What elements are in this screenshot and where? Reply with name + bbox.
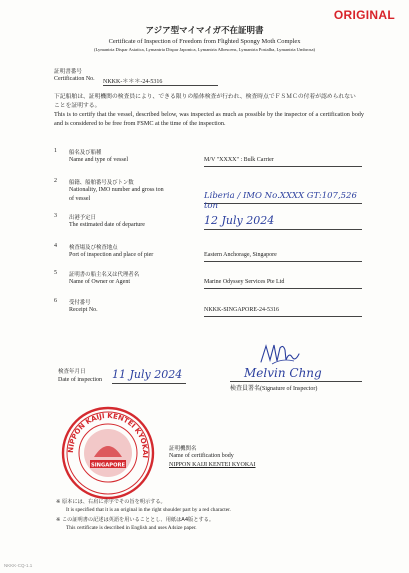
item-number: 2 — [54, 178, 57, 184]
cert-number-label: Certification No. — [54, 76, 95, 82]
note-2-jp: ※ この証明書の記述は英語を用いることとし、用紙はA4版とする。 — [56, 517, 215, 523]
item-label-en: Name and type of vessel — [69, 157, 128, 163]
signature-scribble-icon — [258, 342, 302, 368]
seal-center-text: SINGAPORE — [90, 462, 126, 469]
cert-body-label-en: Name of certification body — [169, 453, 234, 459]
item-value-port: Eastern Anchorage, Singapore — [204, 252, 362, 262]
note-1-en: It is specified that it is an original in the right shoulder part by a red character. — [66, 507, 231, 513]
item-value-departure-date: 12 July 2024 — [204, 214, 362, 230]
signature-line — [230, 381, 362, 382]
inspection-date-label-en: Date of inspection — [58, 377, 102, 383]
item-number: 6 — [54, 298, 57, 304]
seal-ring-text: NIPPON KAIJI KENTEI KYOKAI — [66, 411, 150, 459]
item-value-nationality: Liberia / IMO No.XXXX GT:107,526 ton — [204, 191, 362, 204]
statement-japanese: 下記船舶は、証明機関の検査員により、できる限りの船体検査が行われ、検査時点でＦＳＭＣの付着が認められないことを証明する。 — [54, 94, 356, 109]
item-label-en: Nationality, IMO number and gross ton — [69, 187, 164, 193]
title-species: (Lymantria Dispar Asiatica, Lymantria Dispar Japonica, Lymantria Albescens, Lymantria Postalba, Lymantria Umbrosa) — [93, 47, 316, 52]
item-label-en: Port of inspection and place of pier — [69, 252, 154, 258]
item-value-vessel-name: M/V "XXXX" : Bulk Carrier — [204, 157, 362, 167]
cert-number-label-jp: 証明書番号 — [54, 69, 82, 75]
cert-body-label-jp: 証明機関名 — [169, 446, 197, 452]
cert-body-name: NIPPON KAIJI KENTEI KYOKAI — [169, 462, 256, 468]
item-label-en: Receipt No. — [69, 307, 98, 313]
item-label-jp: 検査場及び検査地点 — [69, 245, 118, 251]
item-value-owner: Marine Odyssey Services Pte Ltd — [204, 279, 362, 289]
official-seal — [60, 405, 156, 501]
signature-label: 検査員署名(Signature of Inspector) — [230, 386, 318, 392]
item-number: 5 — [54, 270, 57, 276]
item-label-jp: 船名及び船種 — [69, 150, 102, 156]
original-mark: ORIGINAL — [333, 8, 395, 22]
statement-english: This is to certify that the vessel, described below, was inspected as much as possible by the inspector of a certification body and is considered to be free from FSMC at the time of the inspection. — [54, 111, 364, 127]
footer-code: NKKK-CQ-1.1 — [4, 563, 33, 568]
inspection-date-label-jp: 検査年月日 — [58, 369, 86, 375]
cert-number-value: NKKK-＊＊＊-24-5316 — [103, 76, 218, 86]
item-number: 3 — [54, 213, 57, 219]
title-english: Certificate of Inspection of Freedom from Flighted Spongy Moth Complex — [108, 38, 301, 45]
inspection-date-value: 11 July 2024 — [112, 368, 186, 384]
note-2-en: This certificate is described in English and uses A4size paper. — [66, 525, 197, 531]
note-1-jp: ※ 原本には、右肩に赤字でその旨を明示する。 — [56, 499, 166, 505]
item-label-jp: 証明書の船主名又は代理者名 — [69, 272, 140, 278]
item-number: 4 — [54, 243, 57, 249]
item-label-en: The estimated date of departure — [69, 222, 145, 228]
item-label-en: Name of Owner or Agent — [69, 279, 130, 285]
item-number: 1 — [54, 148, 57, 154]
item-label-jp: 船籍、船舶番号及びトン数 — [69, 180, 134, 186]
item-label-en-line2: of vessel — [69, 196, 91, 202]
item-label-jp: 受付番号 — [69, 300, 91, 306]
inspector-name: Melvin Chng — [244, 366, 322, 380]
item-value-receipt: NKKK-SINGAPORE-24-5316 — [204, 307, 362, 317]
title-japanese: アジア型マイマイガ不在証明書 — [145, 26, 264, 36]
item-label-jp: 出港予定日 — [69, 215, 96, 221]
